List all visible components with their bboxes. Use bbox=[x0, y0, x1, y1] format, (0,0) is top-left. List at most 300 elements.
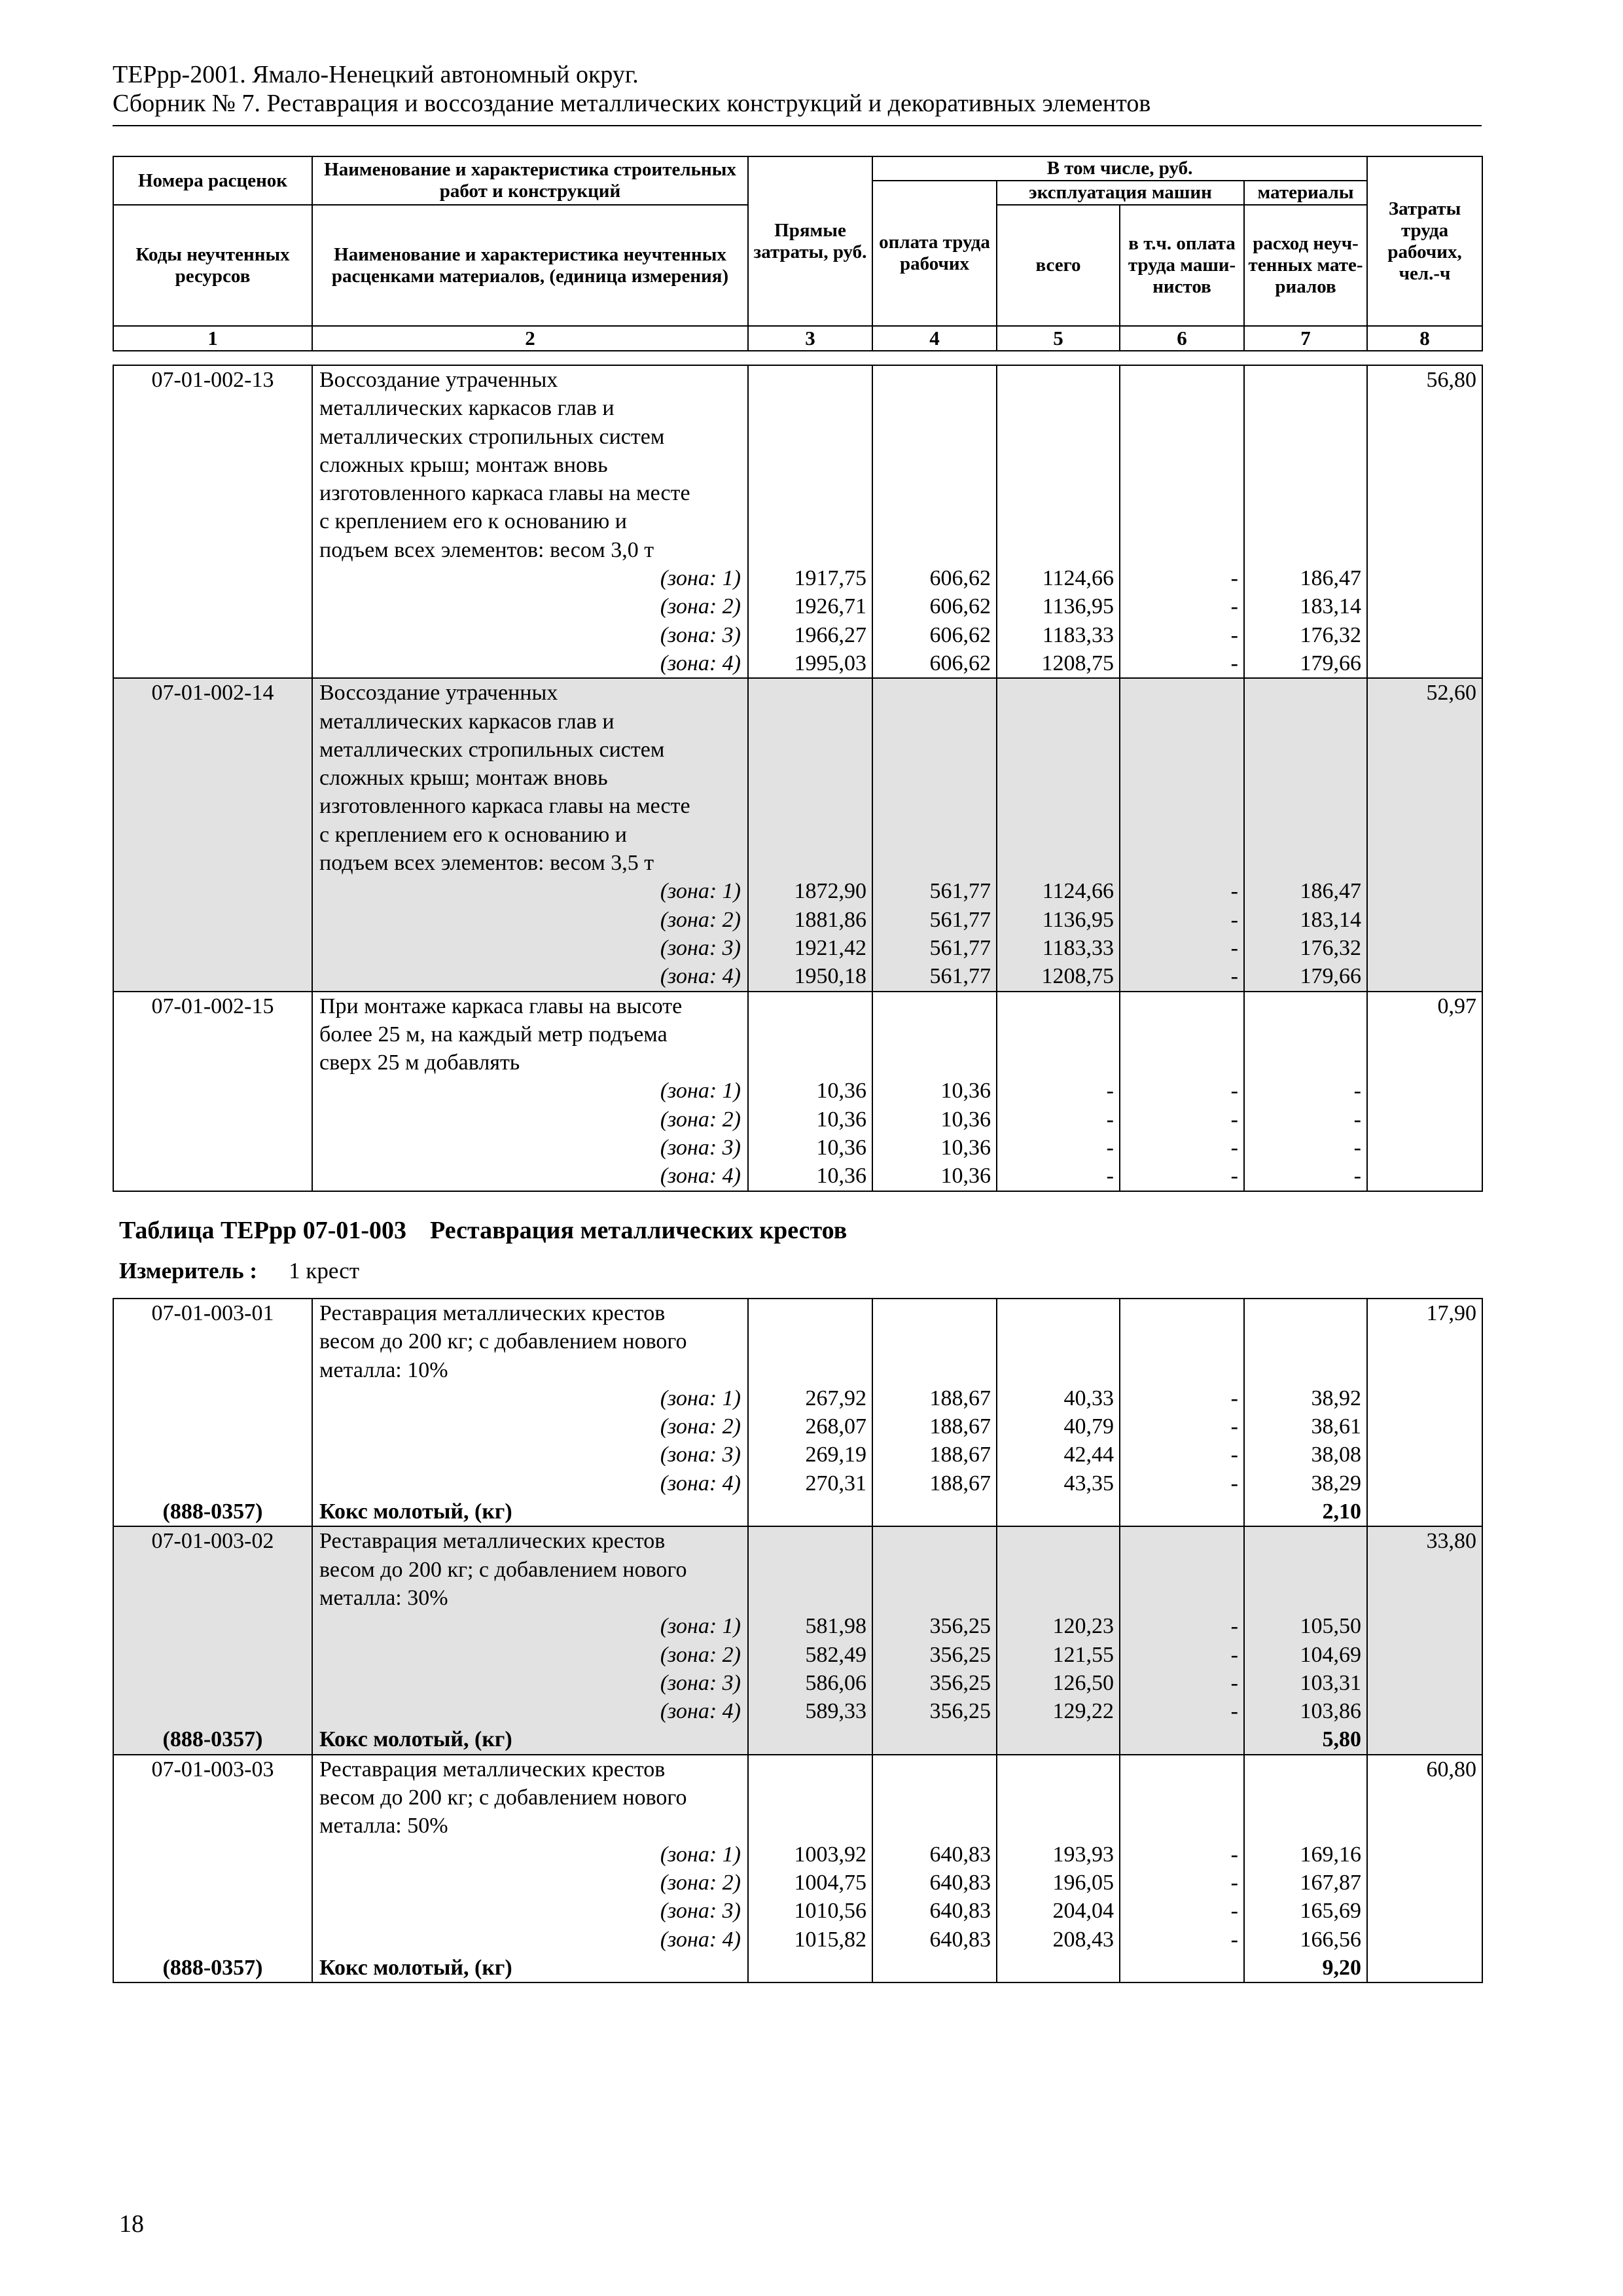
empty-cell bbox=[113, 1469, 312, 1498]
labor-pay: 356,25 bbox=[872, 1697, 997, 1725]
empty-cell bbox=[748, 792, 872, 820]
header-work-name: Наименование и характеристика строительных работ и конструкций bbox=[312, 156, 748, 205]
rate-code bbox=[113, 821, 312, 849]
empty-cell bbox=[748, 451, 872, 479]
machinist-pay: - bbox=[1120, 1134, 1244, 1162]
labor-hours bbox=[1367, 1556, 1482, 1584]
empty-cell bbox=[997, 708, 1120, 736]
empty-cell bbox=[1367, 649, 1482, 678]
empty-cell bbox=[872, 1299, 997, 1327]
labor-hours: 17,90 bbox=[1367, 1299, 1482, 1327]
table-title-code: Таблица ТЕРрр 07-01-003 bbox=[119, 1217, 407, 1244]
empty-cell bbox=[113, 1869, 312, 1897]
direct-costs: 582,49 bbox=[748, 1641, 872, 1669]
resource-amount: 2,10 bbox=[1244, 1498, 1367, 1526]
empty-cell bbox=[748, 1049, 872, 1077]
materials: - bbox=[1244, 1077, 1367, 1105]
materials: 103,86 bbox=[1244, 1697, 1367, 1725]
rate-description: весом до 200 кг; с добавлением нового bbox=[312, 1556, 748, 1584]
machines-total: - bbox=[997, 1105, 1120, 1134]
labor-pay: 561,77 bbox=[872, 934, 997, 962]
table-row bbox=[113, 1784, 1482, 1812]
empty-cell bbox=[1367, 1926, 1482, 1954]
empty-cell bbox=[1120, 423, 1244, 451]
resource-code: (888-0357) bbox=[113, 1498, 312, 1526]
table-row bbox=[113, 451, 1482, 479]
machinist-pay: - bbox=[1120, 1840, 1244, 1869]
labor-pay: 606,62 bbox=[872, 621, 997, 649]
materials: 103,31 bbox=[1244, 1669, 1367, 1697]
machines-total: 126,50 bbox=[997, 1669, 1120, 1697]
empty-cell bbox=[1120, 821, 1244, 849]
labor-hours bbox=[1367, 849, 1482, 877]
rate-code bbox=[113, 1327, 312, 1355]
rate-code bbox=[113, 1020, 312, 1049]
rate-description: При монтаже каркаса главы на высоте bbox=[312, 992, 748, 1020]
table-row bbox=[113, 877, 1482, 905]
table-row bbox=[113, 621, 1482, 649]
zone-label: (зона: 3) bbox=[312, 1897, 748, 1925]
machinist-pay: - bbox=[1120, 1105, 1244, 1134]
table-row bbox=[113, 1612, 1482, 1640]
rate-description: Реставрация металлических крестов bbox=[312, 1299, 748, 1327]
empty-cell bbox=[748, 1556, 872, 1584]
machines-total: 40,33 bbox=[997, 1384, 1120, 1412]
empty-cell bbox=[1120, 849, 1244, 877]
labor-hours bbox=[1367, 536, 1482, 564]
resource-name: Кокс молотый, (кг) bbox=[312, 1725, 748, 1754]
zone-label: (зона: 1) bbox=[312, 1384, 748, 1412]
empty-cell bbox=[113, 906, 312, 934]
empty-cell bbox=[113, 1897, 312, 1925]
empty-cell bbox=[748, 536, 872, 564]
empty-cell bbox=[1367, 962, 1482, 991]
machines-total: 1124,66 bbox=[997, 564, 1120, 592]
materials: 183,14 bbox=[1244, 592, 1367, 620]
empty-cell bbox=[113, 1612, 312, 1640]
empty-cell bbox=[1120, 792, 1244, 820]
table-row bbox=[113, 1134, 1482, 1162]
labor-pay: 640,83 bbox=[872, 1840, 997, 1869]
col-number: 6 bbox=[1120, 326, 1244, 351]
empty-cell bbox=[1367, 1897, 1482, 1925]
rate-code bbox=[113, 1356, 312, 1384]
empty-cell bbox=[113, 1669, 312, 1697]
machinist-pay: - bbox=[1120, 1869, 1244, 1897]
rate-description: изготовленного каркаса главы на месте bbox=[312, 479, 748, 507]
materials: - bbox=[1244, 1105, 1367, 1134]
rate-code bbox=[113, 736, 312, 764]
machinist-pay: - bbox=[1120, 1669, 1244, 1697]
empty-cell bbox=[113, 1162, 312, 1191]
empty-cell bbox=[1367, 1725, 1482, 1754]
empty-cell bbox=[1120, 1812, 1244, 1840]
machines-total: 204,04 bbox=[997, 1897, 1120, 1925]
machines-total: 1183,33 bbox=[997, 934, 1120, 962]
empty-cell bbox=[1244, 1299, 1367, 1327]
empty-cell bbox=[1120, 394, 1244, 422]
empty-cell bbox=[997, 536, 1120, 564]
table-row bbox=[113, 934, 1482, 962]
resource-amount: 5,80 bbox=[1244, 1725, 1367, 1754]
machinist-pay: - bbox=[1120, 1469, 1244, 1498]
table-row bbox=[113, 1299, 1482, 1327]
empty-cell bbox=[748, 992, 872, 1020]
empty-cell bbox=[1367, 1612, 1482, 1640]
rate-description: металлических каркасов глав и bbox=[312, 708, 748, 736]
zone-label: (зона: 3) bbox=[312, 934, 748, 962]
materials: 176,32 bbox=[1244, 934, 1367, 962]
direct-costs: 1872,90 bbox=[748, 877, 872, 905]
rate-description: Реставрация металлических крестов bbox=[312, 1755, 748, 1784]
zone-label: (зона: 3) bbox=[312, 1134, 748, 1162]
direct-costs: 1004,75 bbox=[748, 1869, 872, 1897]
rate-description: сложных крыш; монтаж вновь bbox=[312, 764, 748, 792]
table-row bbox=[113, 1926, 1482, 1954]
machines-total: 1136,95 bbox=[997, 906, 1120, 934]
table-row bbox=[113, 1162, 1482, 1191]
empty-cell bbox=[872, 764, 997, 792]
rate-code bbox=[113, 423, 312, 451]
rate-code bbox=[113, 1049, 312, 1077]
labor-hours bbox=[1367, 1812, 1482, 1840]
labor-pay: 561,77 bbox=[872, 906, 997, 934]
direct-costs: 269,19 bbox=[748, 1441, 872, 1469]
table-row bbox=[113, 1049, 1482, 1077]
machines-total: 1208,75 bbox=[997, 962, 1120, 991]
empty-cell bbox=[872, 1755, 997, 1784]
empty-cell bbox=[872, 1784, 997, 1812]
empty-cell bbox=[113, 1697, 312, 1725]
header-resource-codes: Коды неучтенных ресурсов bbox=[113, 205, 312, 326]
machines-total: 196,05 bbox=[997, 1869, 1120, 1897]
machines-total: 1183,33 bbox=[997, 621, 1120, 649]
table-row bbox=[113, 394, 1482, 422]
rate-code: 07-01-002-14 bbox=[113, 678, 312, 707]
empty-cell bbox=[1244, 1020, 1367, 1049]
labor-pay: 640,83 bbox=[872, 1897, 997, 1925]
labor-pay: 356,25 bbox=[872, 1669, 997, 1697]
labor-pay: 606,62 bbox=[872, 649, 997, 678]
empty-cell bbox=[1244, 678, 1367, 707]
empty-cell bbox=[1244, 821, 1367, 849]
empty-cell bbox=[997, 365, 1120, 394]
empty-cell bbox=[748, 1812, 872, 1840]
direct-costs: 1926,71 bbox=[748, 592, 872, 620]
direct-costs: 1966,27 bbox=[748, 621, 872, 649]
empty-cell bbox=[1120, 1526, 1244, 1555]
empty-cell bbox=[1244, 992, 1367, 1020]
empty-cell bbox=[113, 649, 312, 678]
materials: 176,32 bbox=[1244, 621, 1367, 649]
machines-total: 40,79 bbox=[997, 1412, 1120, 1441]
rate-description: металла: 50% bbox=[312, 1812, 748, 1840]
empty-cell bbox=[872, 1498, 997, 1526]
empty-cell bbox=[1367, 1441, 1482, 1469]
direct-costs: 267,92 bbox=[748, 1384, 872, 1412]
zone-label: (зона: 4) bbox=[312, 649, 748, 678]
header-materials: материалы bbox=[1244, 181, 1367, 205]
labor-pay: 188,67 bbox=[872, 1469, 997, 1498]
empty-cell bbox=[1120, 1049, 1244, 1077]
machinist-pay: - bbox=[1120, 877, 1244, 905]
rate-description: сложных крыш; монтаж вновь bbox=[312, 451, 748, 479]
header-line-2: Сборник № 7. Реставрация и воссоздание металлических конструкций и декоративных элементов bbox=[113, 90, 1151, 117]
col-number: 7 bbox=[1244, 326, 1367, 351]
empty-cell bbox=[1244, 507, 1367, 535]
empty-cell bbox=[872, 736, 997, 764]
rate-description: металлических стропильных систем bbox=[312, 423, 748, 451]
machinist-pay: - bbox=[1120, 621, 1244, 649]
empty-cell bbox=[872, 479, 997, 507]
labor-pay: 10,36 bbox=[872, 1077, 997, 1105]
materials: 38,92 bbox=[1244, 1384, 1367, 1412]
labor-pay: 10,36 bbox=[872, 1105, 997, 1134]
empty-cell bbox=[1244, 1584, 1367, 1612]
rate-description: Воссоздание утраченных bbox=[312, 678, 748, 707]
empty-cell bbox=[1244, 423, 1367, 451]
empty-cell bbox=[748, 365, 872, 394]
empty-cell bbox=[872, 1812, 997, 1840]
materials: 38,61 bbox=[1244, 1412, 1367, 1441]
labor-hours: 60,80 bbox=[1367, 1755, 1482, 1784]
table-row bbox=[113, 736, 1482, 764]
header-rate-numbers: Номера расценок bbox=[113, 156, 312, 205]
table-row bbox=[113, 962, 1482, 991]
empty-cell bbox=[1367, 621, 1482, 649]
empty-cell bbox=[113, 877, 312, 905]
empty-cell bbox=[1367, 1384, 1482, 1412]
table-row bbox=[113, 1105, 1482, 1134]
empty-cell bbox=[872, 507, 997, 535]
col-number: 4 bbox=[872, 326, 997, 351]
empty-cell bbox=[872, 536, 997, 564]
rate-code bbox=[113, 1812, 312, 1840]
empty-cell bbox=[1244, 792, 1367, 820]
empty-cell bbox=[113, 592, 312, 620]
col-number: 3 bbox=[748, 326, 872, 351]
empty-cell bbox=[748, 1020, 872, 1049]
empty-cell bbox=[1367, 592, 1482, 620]
rate-description: металлических стропильных систем bbox=[312, 736, 748, 764]
empty-cell bbox=[748, 1327, 872, 1355]
labor-hours bbox=[1367, 507, 1482, 535]
labor-hours bbox=[1367, 479, 1482, 507]
machinist-pay: - bbox=[1120, 592, 1244, 620]
table-row bbox=[113, 1356, 1482, 1384]
empty-cell bbox=[997, 821, 1120, 849]
direct-costs: 1010,56 bbox=[748, 1897, 872, 1925]
rate-code bbox=[113, 1584, 312, 1612]
empty-cell bbox=[872, 1356, 997, 1384]
empty-cell bbox=[1120, 1356, 1244, 1384]
materials: 104,69 bbox=[1244, 1641, 1367, 1669]
empty-cell bbox=[872, 1954, 997, 1982]
table-column-header bbox=[113, 156, 1483, 351]
table-row bbox=[113, 764, 1482, 792]
empty-cell bbox=[113, 1641, 312, 1669]
direct-costs: 586,06 bbox=[748, 1669, 872, 1697]
rate-description: более 25 м, на каждый метр подъема bbox=[312, 1020, 748, 1049]
rate-description: металла: 10% bbox=[312, 1356, 748, 1384]
empty-cell bbox=[997, 1556, 1120, 1584]
labor-hours bbox=[1367, 1784, 1482, 1812]
table-row bbox=[113, 507, 1482, 535]
empty-cell bbox=[872, 365, 997, 394]
header-machinist-pay: в т.ч. оплата труда маши-нистов bbox=[1120, 205, 1244, 326]
labor-pay: 606,62 bbox=[872, 592, 997, 620]
materials: 38,08 bbox=[1244, 1441, 1367, 1469]
empty-cell bbox=[1120, 1498, 1244, 1526]
zone-label: (зона: 4) bbox=[312, 1162, 748, 1191]
labor-hours bbox=[1367, 1327, 1482, 1355]
empty-cell bbox=[748, 736, 872, 764]
empty-cell bbox=[113, 1840, 312, 1869]
labor-hours: 0,97 bbox=[1367, 992, 1482, 1020]
materials: 167,87 bbox=[1244, 1869, 1367, 1897]
direct-costs: 1003,92 bbox=[748, 1840, 872, 1869]
machinist-pay: - bbox=[1120, 1384, 1244, 1412]
empty-cell bbox=[872, 821, 997, 849]
empty-cell bbox=[872, 1526, 997, 1555]
machines-total: 121,55 bbox=[997, 1641, 1120, 1669]
zone-label: (зона: 1) bbox=[312, 877, 748, 905]
header-machines-total: всего bbox=[997, 205, 1120, 326]
table-row bbox=[113, 1556, 1482, 1584]
empty-cell bbox=[997, 423, 1120, 451]
empty-cell bbox=[113, 1134, 312, 1162]
rate-code bbox=[113, 792, 312, 820]
table-row bbox=[113, 649, 1482, 678]
empty-cell bbox=[1367, 1697, 1482, 1725]
empty-cell bbox=[1120, 1784, 1244, 1812]
zone-label: (зона: 1) bbox=[312, 564, 748, 592]
table-row bbox=[113, 849, 1482, 877]
table-row bbox=[113, 536, 1482, 564]
header-labor-costs: Затраты труда рабочих, чел.-ч bbox=[1367, 156, 1482, 326]
empty-cell bbox=[1120, 365, 1244, 394]
empty-cell bbox=[113, 1926, 312, 1954]
empty-cell bbox=[872, 1725, 997, 1754]
materials: 186,47 bbox=[1244, 564, 1367, 592]
table-row bbox=[113, 1840, 1482, 1869]
machinist-pay: - bbox=[1120, 1897, 1244, 1925]
empty-cell bbox=[872, 708, 997, 736]
empty-cell bbox=[1367, 1669, 1482, 1697]
empty-cell bbox=[997, 394, 1120, 422]
labor-pay: 188,67 bbox=[872, 1441, 997, 1469]
empty-cell bbox=[1244, 764, 1367, 792]
empty-cell bbox=[997, 1020, 1120, 1049]
empty-cell bbox=[1120, 479, 1244, 507]
labor-hours bbox=[1367, 708, 1482, 736]
zone-label: (зона: 3) bbox=[312, 621, 748, 649]
machines-total: 1136,95 bbox=[997, 592, 1120, 620]
empty-cell bbox=[113, 962, 312, 991]
header-labor-pay: оплата труда рабочих bbox=[872, 181, 997, 326]
machinist-pay: - bbox=[1120, 1412, 1244, 1441]
empty-cell bbox=[1244, 394, 1367, 422]
table-row bbox=[113, 1755, 1482, 1784]
empty-cell bbox=[997, 451, 1120, 479]
table-row bbox=[113, 1641, 1482, 1669]
header-unaccounted-materials: расход неуч-тенных мате-риалов bbox=[1244, 205, 1367, 326]
rate-description: подъем всех элементов: весом 3,0 т bbox=[312, 536, 748, 564]
table-row bbox=[113, 1869, 1482, 1897]
empty-cell bbox=[748, 764, 872, 792]
empty-cell bbox=[1244, 849, 1367, 877]
empty-cell bbox=[1120, 1020, 1244, 1049]
table-row bbox=[113, 792, 1482, 820]
direct-costs: 1015,82 bbox=[748, 1926, 872, 1954]
labor-pay: 356,25 bbox=[872, 1612, 997, 1640]
empty-cell bbox=[872, 992, 997, 1020]
empty-cell bbox=[1367, 564, 1482, 592]
direct-costs: 1950,18 bbox=[748, 962, 872, 991]
zone-label: (зона: 2) bbox=[312, 1412, 748, 1441]
rate-code bbox=[113, 764, 312, 792]
materials: 183,14 bbox=[1244, 906, 1367, 934]
table-row bbox=[113, 821, 1482, 849]
empty-cell bbox=[748, 479, 872, 507]
rate-code bbox=[113, 708, 312, 736]
zone-label: (зона: 2) bbox=[312, 1641, 748, 1669]
rate-code: 07-01-003-01 bbox=[113, 1299, 312, 1327]
materials: 186,47 bbox=[1244, 877, 1367, 905]
materials: 169,16 bbox=[1244, 1840, 1367, 1869]
labor-hours bbox=[1367, 423, 1482, 451]
table-row bbox=[113, 423, 1482, 451]
empty-cell bbox=[113, 1412, 312, 1441]
empty-cell bbox=[748, 821, 872, 849]
empty-cell bbox=[748, 678, 872, 707]
empty-cell bbox=[872, 1020, 997, 1049]
table-row bbox=[113, 479, 1482, 507]
labor-hours bbox=[1367, 1049, 1482, 1077]
table-row bbox=[113, 1384, 1482, 1412]
empty-cell bbox=[113, 934, 312, 962]
zone-label: (зона: 1) bbox=[312, 1077, 748, 1105]
machinist-pay: - bbox=[1120, 1441, 1244, 1469]
labor-hours: 52,60 bbox=[1367, 678, 1482, 707]
labor-hours bbox=[1367, 764, 1482, 792]
empty-cell bbox=[113, 1105, 312, 1134]
direct-costs: 10,36 bbox=[748, 1077, 872, 1105]
direct-costs: 1881,86 bbox=[748, 906, 872, 934]
table-row bbox=[113, 678, 1482, 707]
machines-total: 1208,75 bbox=[997, 649, 1120, 678]
table-row bbox=[113, 1897, 1482, 1925]
empty-cell bbox=[1120, 1299, 1244, 1327]
empty-cell bbox=[1367, 1162, 1482, 1191]
unit-label: Измеритель : bbox=[119, 1258, 258, 1283]
rate-code bbox=[113, 536, 312, 564]
empty-cell bbox=[997, 479, 1120, 507]
labor-hours bbox=[1367, 451, 1482, 479]
page-header bbox=[113, 60, 1482, 118]
empty-cell bbox=[1120, 1725, 1244, 1754]
rate-description: подъем всех элементов: весом 3,5 т bbox=[312, 849, 748, 877]
empty-cell bbox=[1367, 1077, 1482, 1105]
empty-cell bbox=[1244, 1812, 1367, 1840]
empty-cell bbox=[1244, 1049, 1367, 1077]
table-row bbox=[113, 1077, 1482, 1105]
materials: 166,56 bbox=[1244, 1926, 1367, 1954]
page-number: 18 bbox=[119, 2210, 144, 2238]
empty-cell bbox=[997, 1498, 1120, 1526]
empty-cell bbox=[1367, 1412, 1482, 1441]
empty-cell bbox=[1120, 992, 1244, 1020]
